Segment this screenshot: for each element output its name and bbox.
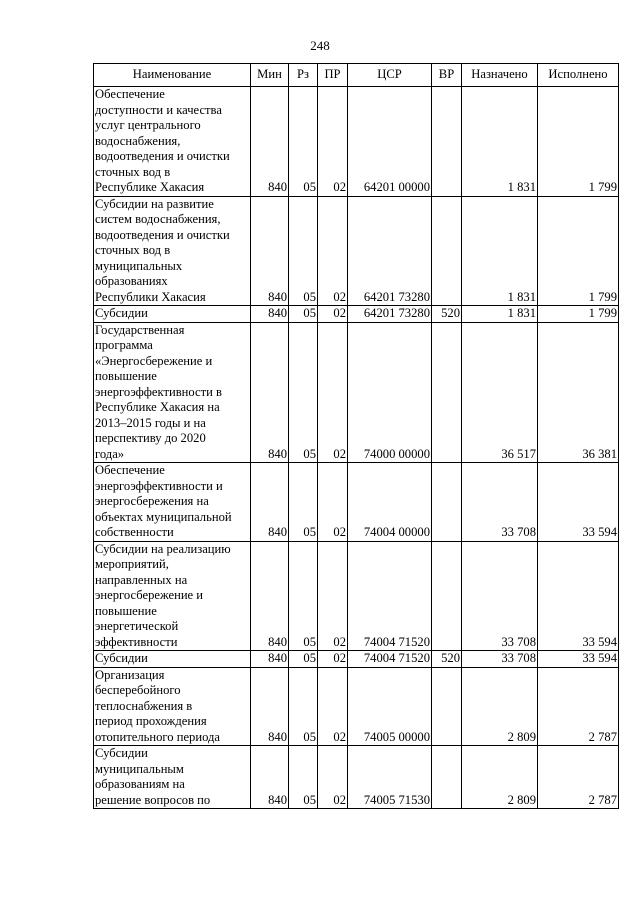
table-row: [94, 667, 619, 746]
row-name: Субсидии муниципальным образованиям на решение вопросов по: [94, 746, 251, 809]
row-min: 840: [251, 306, 289, 323]
row-pr: 02: [318, 87, 348, 197]
row-assigned: 33 708: [462, 651, 538, 668]
row-csr: 64201 73280: [348, 196, 432, 306]
row-csr: 74004 00000: [348, 463, 432, 542]
row-pr: 02: [318, 541, 348, 651]
row-pr: 02: [318, 196, 348, 306]
row-min: 840: [251, 746, 289, 809]
row-pr: 02: [318, 306, 348, 323]
table-row: [94, 746, 619, 809]
row-min: 840: [251, 541, 289, 651]
row-name: Обеспечение энергоэффективности и энергосбережения на объектах муниципальной собственности: [94, 463, 251, 542]
row-csr: 74000 00000: [348, 322, 432, 463]
row-executed: 2 787: [538, 667, 619, 746]
row-csr: 74005 00000: [348, 667, 432, 746]
row-rz: 05: [289, 322, 318, 463]
row-rz: 05: [289, 651, 318, 668]
row-vr: 520: [432, 651, 462, 668]
row-name: Субсидии на реализацию мероприятий, направленных на энергосбережение и повышение энергетической эффективности: [94, 541, 251, 651]
row-pr: 02: [318, 463, 348, 542]
page-number: 248: [310, 38, 330, 53]
row-executed: 33 594: [538, 463, 619, 542]
row-assigned: 33 708: [462, 541, 538, 651]
table-row: [94, 196, 619, 306]
table-row: [94, 651, 619, 668]
header-csr: ЦСР: [348, 64, 432, 87]
row-executed: 33 594: [538, 651, 619, 668]
row-csr: 64201 00000: [348, 87, 432, 197]
row-name: Субсидии на развитие систем водоснабжения, водоотведения и очистки сточных вод в муниципальных образованиях Республики Хакасия: [94, 196, 251, 306]
row-csr: 64201 73280: [348, 306, 432, 323]
row-vr: [432, 322, 462, 463]
row-rz: 05: [289, 87, 318, 197]
row-min: 840: [251, 463, 289, 542]
header-name: Наименование: [94, 64, 251, 87]
row-name: Субсидии: [94, 651, 251, 668]
row-assigned: 1 831: [462, 306, 538, 323]
table-row: [94, 463, 619, 542]
row-rz: 05: [289, 463, 318, 542]
row-rz: 05: [289, 541, 318, 651]
table-row: [94, 87, 619, 197]
row-rz: 05: [289, 196, 318, 306]
header-executed: Исполнено: [538, 64, 619, 87]
row-assigned: 36 517: [462, 322, 538, 463]
row-rz: 05: [289, 667, 318, 746]
row-name: Субсидии: [94, 306, 251, 323]
row-assigned: 1 831: [462, 87, 538, 197]
row-vr: [432, 196, 462, 306]
row-csr: 74005 71530: [348, 746, 432, 809]
row-executed: 1 799: [538, 306, 619, 323]
row-pr: 02: [318, 322, 348, 463]
row-min: 840: [251, 322, 289, 463]
row-min: 840: [251, 651, 289, 668]
row-csr: 74004 71520: [348, 651, 432, 668]
header-assigned: Назначено: [462, 64, 538, 87]
row-min: 840: [251, 667, 289, 746]
row-executed: 33 594: [538, 541, 619, 651]
row-vr: 520: [432, 306, 462, 323]
row-pr: 02: [318, 667, 348, 746]
row-executed: 36 381: [538, 322, 619, 463]
row-csr: 74004 71520: [348, 541, 432, 651]
row-vr: [432, 463, 462, 542]
row-assigned: 1 831: [462, 196, 538, 306]
row-name: Организация бесперебойного теплоснабжения в период прохождения отопительного периода: [94, 667, 251, 746]
row-assigned: 33 708: [462, 463, 538, 542]
row-assigned: 2 809: [462, 667, 538, 746]
row-vr: [432, 87, 462, 197]
header-rz: Рз: [289, 64, 318, 87]
row-min: 840: [251, 87, 289, 197]
row-vr: [432, 541, 462, 651]
table-row: [94, 306, 619, 323]
row-min: 840: [251, 196, 289, 306]
table-header-row: [94, 64, 619, 87]
table-row: [94, 322, 619, 463]
row-executed: 1 799: [538, 87, 619, 197]
row-pr: 02: [318, 651, 348, 668]
row-name: Государственная программа «Энергосбережение и повышение энергоэффективности в Республике Хакасия на 2013–2015 годы и на перспективу до 2020 года»: [94, 322, 251, 463]
table-row: [94, 541, 619, 651]
header-min: Мин: [251, 64, 289, 87]
header-vr: ВР: [432, 64, 462, 87]
header-pr: ПР: [318, 64, 348, 87]
row-name: Обеспечение доступности и качества услуг центрального водоснабжения, водоотведения и очистки сточных вод в Республике Хакасия: [94, 87, 251, 197]
row-rz: 05: [289, 306, 318, 323]
row-vr: [432, 667, 462, 746]
row-executed: 1 799: [538, 196, 619, 306]
budget-table: [93, 63, 619, 809]
row-pr: 02: [318, 746, 348, 809]
row-executed: 2 787: [538, 746, 619, 809]
row-rz: 05: [289, 746, 318, 809]
row-vr: [432, 746, 462, 809]
row-assigned: 2 809: [462, 746, 538, 809]
